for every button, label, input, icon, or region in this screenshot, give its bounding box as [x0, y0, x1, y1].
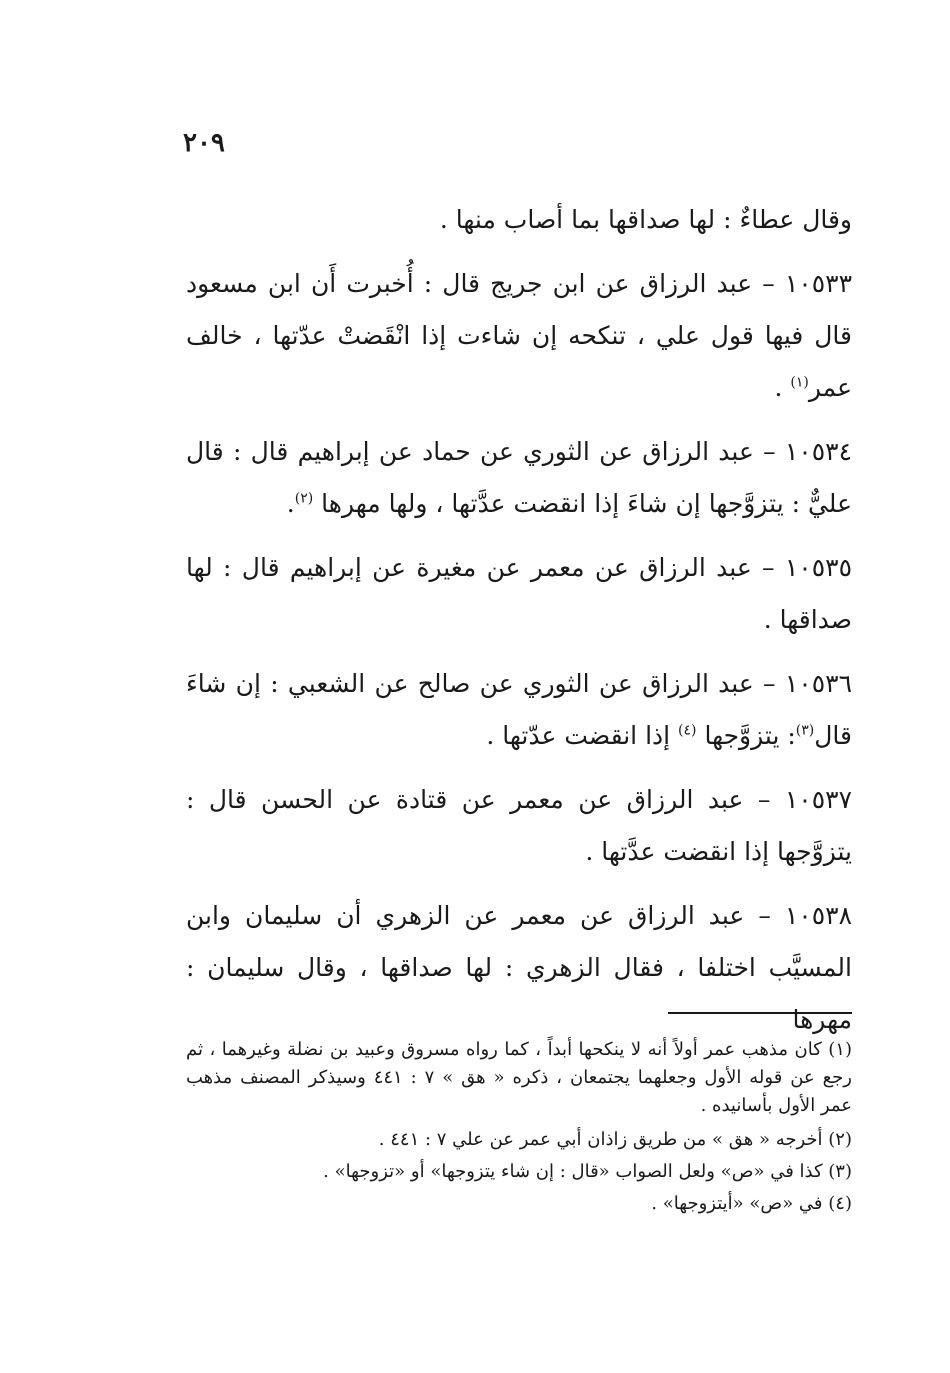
hadith-text: – عبد الرزاق عن معمر عن الزهري أن سليمان وابن المسيَّب اختلفا ، فقال الزهري : لها صداقها ، وقال سليمان : مهرها [186, 901, 852, 1034]
footnote-text: أخرجه « هق » من طريق زاذان أبي عمر عن علي ٧ : ٤٤١ . [378, 1129, 829, 1150]
hadith-number: ١٠٥٣٥ [784, 553, 852, 582]
footnote-text: في «ص» «أيتزوجها» . [651, 1193, 829, 1214]
hadith-text-middle: : يتزوَّجها [696, 721, 796, 750]
hadith-paragraph [186, 774, 852, 878]
footnote [186, 1158, 852, 1186]
footnote-text: كان مذهب عمر أولاً أنه لا ينكحها أبداً ، كما رواه مسروق وعبيد بن نضلة وغيرهما ، ثم رجع عن قوله الأول وجعلهما يجتمعان ، ذكره « هق » ٧ : ٤٤١ وسيذكر المصنف مذهب عمر الأول بأسانيده . [186, 1039, 852, 1116]
hadith-number: ١٠٥٣٧ [784, 785, 852, 814]
hadith-text-end: إذا انقضت عدّتها . [486, 721, 679, 750]
hadith-number: ١٠٥٣٣ [784, 269, 852, 298]
footnote [186, 1190, 852, 1218]
footnote-reference: (١) [790, 374, 809, 391]
main-text [186, 194, 852, 1058]
page-number: ٢٠٩ [183, 128, 225, 158]
hadith-text: – عبد الرزاق عن ابن جريج قال : أُخبرت أَن ابن مسعود قال فيها قول علي ، تنكحه إن شاءت إذا انْقَضتْ عدّتها ، خالف عمر [186, 269, 852, 402]
footnote-reference: (٢) [294, 490, 314, 507]
footnote-separator [668, 1012, 852, 1014]
hadith-paragraph [186, 658, 852, 762]
hadith-text: – عبد الرزاق عن الثوري عن صالح عن الشعبي : إن شاءَ قال [186, 669, 852, 750]
hadith-number: ١٠٥٣٤ [784, 437, 852, 466]
footnote-text: كذا في «ص» ولعل الصواب «قال : إن شاء يتزوجها» أو «تزوجها» . [323, 1161, 829, 1182]
footnote-marker: (٣) [828, 1161, 852, 1182]
hadith-text: – عبد الرزاق عن معمر عن مغيرة عن إبراهيم قال : لها صداقها . [186, 553, 852, 634]
footnote [186, 1036, 852, 1120]
hadith-text-end: . [774, 373, 791, 402]
footnotes [186, 1036, 852, 1222]
hadith-text: – عبد الرزاق عن الثوري عن حماد عن إبراهيم قال : قال عليٌّ : يتزوَّجها إن شاءَ إذا انقضت عدَّتها ، ولها مهرها [186, 437, 852, 518]
intro-paragraph: وقال عطاءٌ : لها صداقها بما أصاب منها . [439, 205, 852, 234]
hadith-paragraph [186, 890, 852, 1046]
footnote-reference: (٣) [795, 722, 815, 739]
footnote-marker: (١) [828, 1039, 852, 1060]
footnote-marker: (٤) [828, 1193, 852, 1214]
hadith-paragraph [186, 426, 852, 530]
footnote [186, 1126, 852, 1154]
hadith-number: ١٠٥٣٨ [784, 901, 852, 930]
hadith-paragraph [186, 542, 852, 646]
footnote-marker: (٢) [828, 1129, 852, 1150]
hadith-number: ١٠٥٣٦ [784, 669, 852, 698]
footnote-reference: (٤) [678, 722, 697, 739]
hadith-text: – عبد الرزاق عن معمر عن قتادة عن الحسن قال : يتزوَّجها إذا انقضت عدَّتها . [186, 785, 852, 866]
hadith-paragraph [186, 258, 852, 414]
hadith-text-end: . [286, 489, 295, 518]
